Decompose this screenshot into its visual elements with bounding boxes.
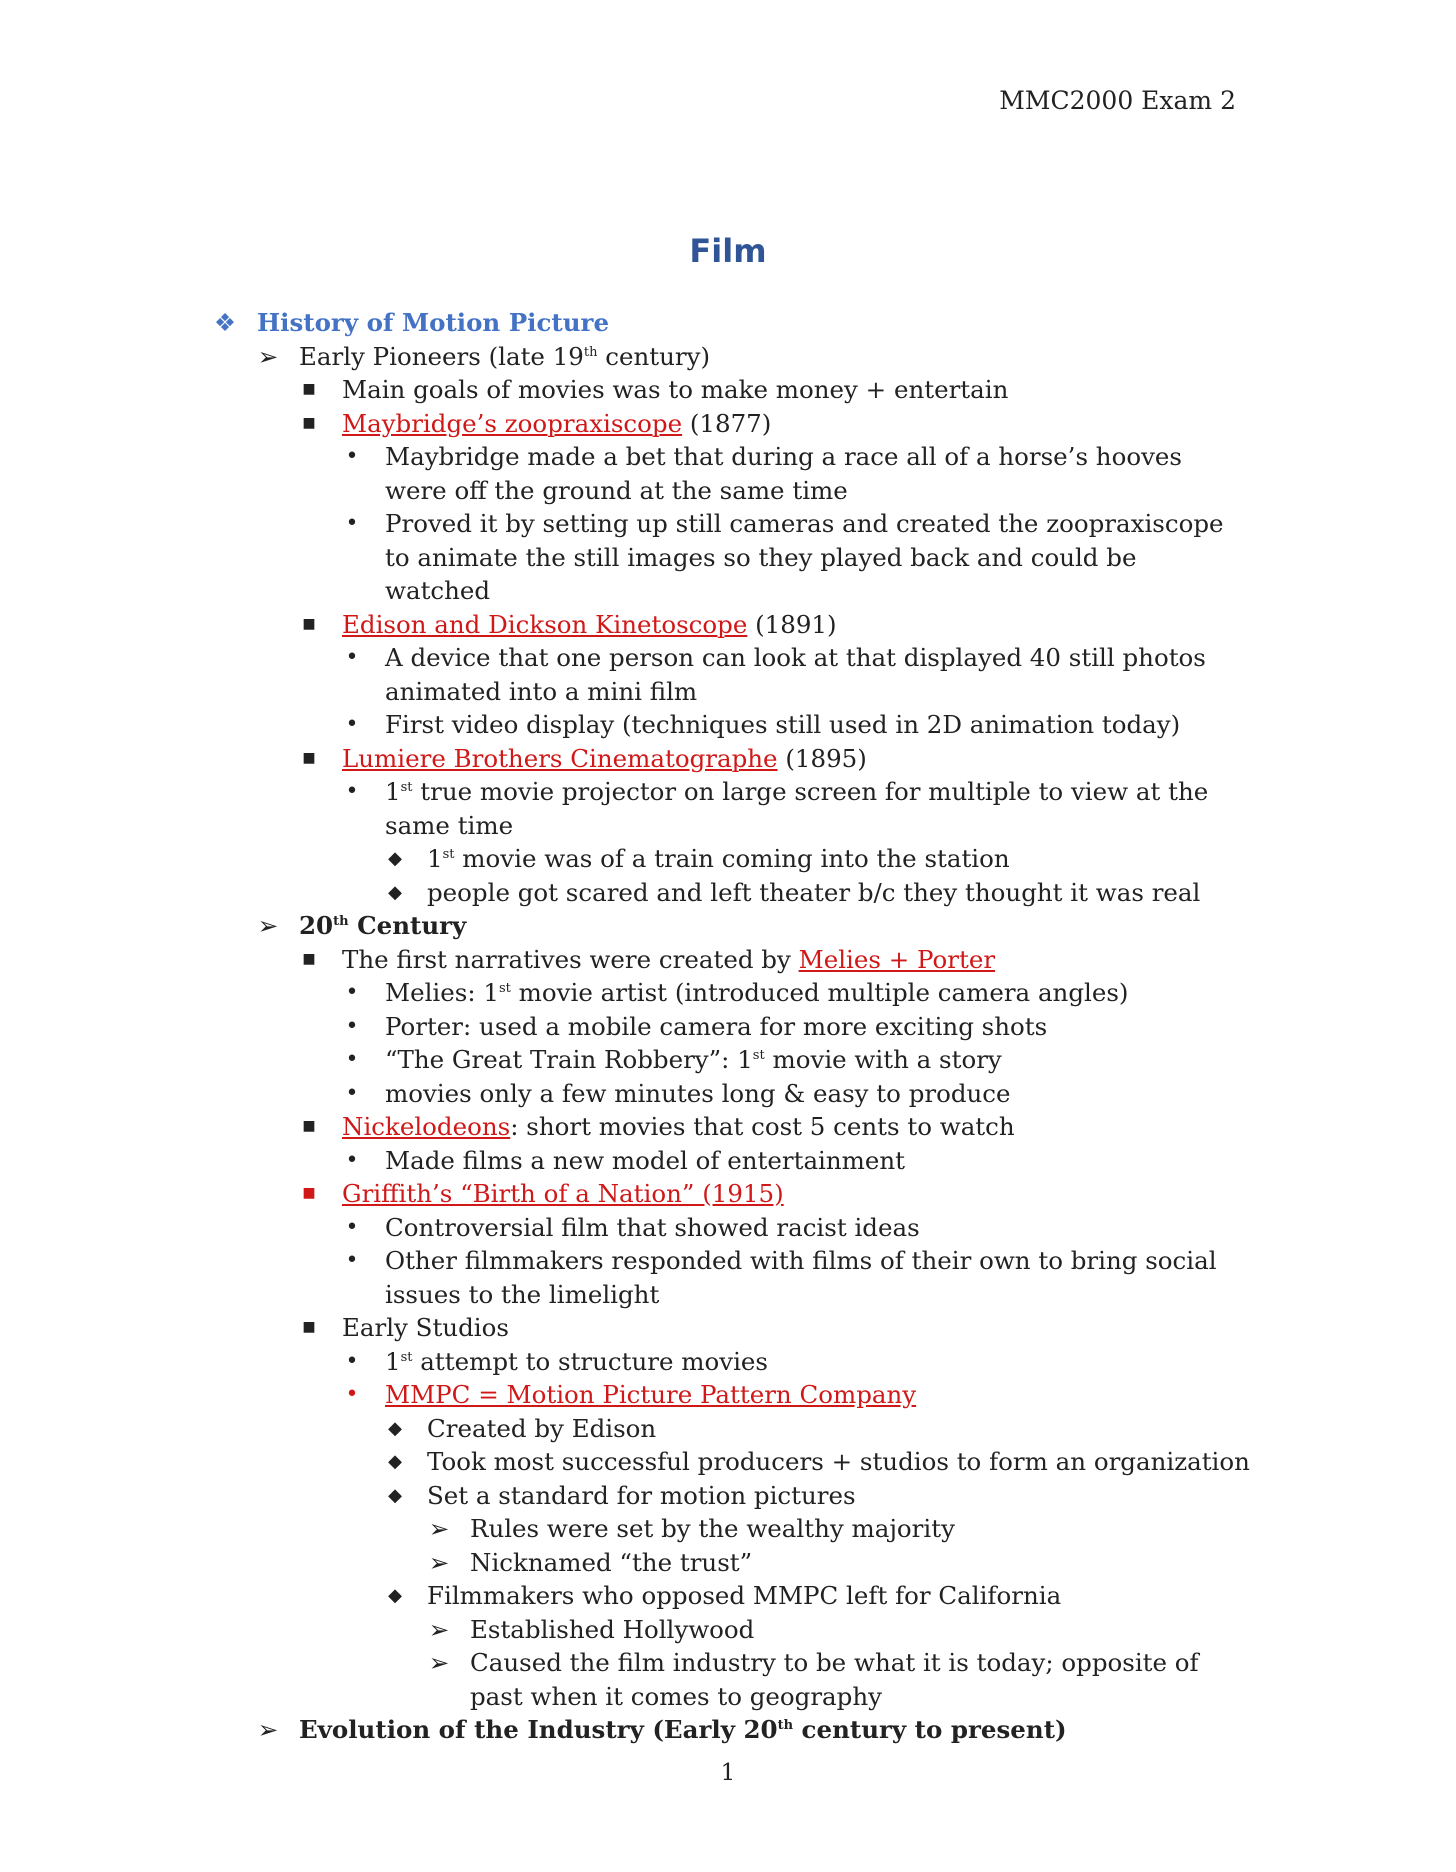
arrowhead-bullet-icon: ➢ [428, 1514, 450, 1543]
round-bullet-icon: • [345, 1348, 359, 1374]
outline-item-text: Set a standard for motion pictures [427, 1480, 856, 1510]
outline-item [0, 1010, 1456, 1044]
outline-item [0, 775, 1456, 842]
round-bullet-icon: • [345, 779, 359, 804]
outline-item [0, 842, 1456, 876]
round-bullet-icon: • [345, 645, 359, 670]
square-bullet-icon: ■ [302, 615, 316, 632]
outline-item-text: Rules were set by the wealthy majority [470, 1514, 955, 1543]
outline-item [0, 742, 1456, 776]
round-bullet-icon: • [345, 712, 359, 737]
outline-item-text: people got scared and left theater b/c they thought it was real [427, 877, 1201, 907]
outline-item-text: Edison and Dickson Kinetoscope (1891) [342, 609, 837, 639]
diamond-bullet-icon: ◆ [388, 1484, 402, 1506]
square-bullet-icon: ■ [302, 1185, 316, 1201]
outline-item-text: Evolution of the Industry (Early 20th century to present) [299, 1715, 1067, 1744]
outline-item-text: Griffith’s “Birth of a Nation” (1915) [342, 1179, 784, 1208]
outline-item [0, 909, 1456, 943]
outline-item [0, 373, 1456, 407]
outline-item [0, 1244, 1456, 1311]
round-bullet-icon: • [345, 511, 359, 536]
round-bullet-icon: • [345, 1080, 359, 1106]
outline-item [0, 641, 1456, 708]
outline-item-text: Main goals of movies was to make money + entertain [342, 375, 1009, 404]
outline-item-text: The first narratives were created by Melies + Porter [342, 944, 996, 974]
diamond-four-icon: ❖ [214, 308, 236, 337]
diamond-bullet-icon: ◆ [388, 1417, 402, 1439]
round-bullet-icon: • [345, 444, 359, 469]
outline-item-text: MMPC = Motion Picture Pattern Company [385, 1380, 917, 1409]
outline-item [0, 507, 1456, 608]
round-bullet-icon: • [345, 1147, 359, 1173]
outline-item [0, 708, 1456, 742]
outline-item-text: Created by Edison [427, 1413, 657, 1443]
outline-item-text: Filmmakers who opposed MMPC left for California [427, 1581, 1062, 1610]
outline-item-text: 20th Century [299, 911, 467, 940]
section-heading [0, 306, 1456, 340]
round-bullet-icon: • [345, 1047, 359, 1072]
square-bullet-icon: ■ [302, 414, 316, 431]
outline-item [0, 1077, 1456, 1111]
outline-item [0, 1579, 1456, 1613]
outline-item-text: Early Studios [342, 1313, 509, 1342]
notes-outline [0, 306, 1456, 1747]
round-bullet-icon: • [345, 1248, 359, 1273]
outline-item [0, 1713, 1456, 1747]
outline-item [0, 340, 1456, 374]
page-title: Film [689, 232, 767, 270]
round-bullet-icon: • [345, 1214, 359, 1240]
outline-item [0, 1445, 1456, 1479]
arrowhead-bullet-icon: ➢ [428, 1648, 450, 1677]
outline-item-text: A device that one person can look at that displayed 40 still photos animated into a mini film [385, 643, 1206, 706]
outline-item [0, 1378, 1456, 1412]
round-bullet-icon: • [345, 980, 359, 1005]
outline-item-text: Made films a new model of entertainment [385, 1145, 906, 1175]
outline-item [0, 1345, 1456, 1379]
outline-item-text: 1st attempt to structure movies [385, 1346, 769, 1376]
running-header: MMC2000 Exam 2 [999, 86, 1236, 115]
outline-item-text: 1st movie was of a train coming into the station [427, 844, 1010, 873]
arrowhead-bullet-icon: ➢ [257, 1715, 279, 1744]
outline-item-text: “The Great Train Robbery”: 1st movie with a story [385, 1045, 1002, 1074]
square-bullet-icon: ■ [302, 1118, 316, 1134]
outline-item-text: Controversial film that showed racist ideas [385, 1212, 920, 1242]
outline-item-text: History of Motion Picture [257, 308, 610, 337]
diamond-bullet-icon: ◆ [388, 1585, 402, 1606]
outline-item [0, 1311, 1456, 1345]
arrowhead-bullet-icon: ➢ [428, 1547, 450, 1577]
square-bullet-icon: ■ [302, 1319, 316, 1335]
outline-item-text: Lumiere Brothers Cinematographe (1895) [342, 743, 867, 773]
outline-item [0, 1412, 1456, 1446]
outline-item [0, 1646, 1456, 1713]
page-number: 1 [720, 1760, 736, 1786]
outline-item [0, 976, 1456, 1010]
round-bullet-icon: • [345, 1013, 359, 1039]
outline-item [0, 1144, 1456, 1178]
outline-item-text: Caused the film industry to be what it is today; opposite of past when it comes to geography [470, 1648, 1199, 1711]
outline-item-text: movies only a few minutes long & easy to produce [385, 1078, 1011, 1108]
outline-item [0, 876, 1456, 910]
diamond-bullet-icon: ◆ [388, 881, 402, 903]
outline-item [0, 407, 1456, 441]
square-bullet-icon: ■ [302, 749, 316, 766]
diamond-bullet-icon: ◆ [388, 1451, 402, 1472]
outline-item [0, 608, 1456, 642]
outline-item-text: Maybridge made a bet that during a race all of a horse’s hooves were off the ground at the same time [385, 442, 1183, 505]
arrowhead-bullet-icon: ➢ [428, 1614, 450, 1644]
outline-item-text: Took most successful producers + studios to form an organization [427, 1447, 1250, 1476]
outline-item [0, 1613, 1456, 1647]
outline-item [0, 1479, 1456, 1513]
arrowhead-bullet-icon: ➢ [257, 911, 279, 940]
outline-item-text: Porter: used a mobile camera for more exciting shots [385, 1011, 1048, 1041]
outline-item [0, 440, 1456, 507]
outline-item [0, 1110, 1456, 1144]
outline-item-text: Other filmmakers responded with films of their own to bring social issues to the limelight [385, 1246, 1217, 1309]
outline-item [0, 1512, 1456, 1546]
square-bullet-icon: ■ [302, 950, 316, 967]
arrowhead-bullet-icon: ➢ [257, 341, 279, 371]
outline-item-text: Proved it by setting up still cameras and created the zoopraxiscope to animate the still images so they played back and could be watched [385, 509, 1224, 605]
round-bullet-icon: • [345, 1382, 359, 1407]
outline-item-text: Maybridge’s zoopraxiscope (1877) [342, 408, 772, 438]
outline-item [0, 1043, 1456, 1077]
square-bullet-icon: ■ [302, 381, 316, 397]
outline-item-text: Melies: 1st movie artist (introduced multiple camera angles) [385, 978, 1129, 1007]
outline-item [0, 1177, 1456, 1211]
diamond-bullet-icon: ◆ [388, 848, 402, 869]
outline-item [0, 943, 1456, 977]
outline-item-text: Established Hollywood [470, 1614, 755, 1644]
outline-item-text: Nickelodeons: short movies that cost 5 cents to watch [342, 1112, 1015, 1141]
outline-item-text: 1st true movie projector on large screen for multiple to view at the same time [385, 777, 1209, 840]
outline-item [0, 1211, 1456, 1245]
outline-item-text: Nicknamed “the trust” [470, 1547, 753, 1577]
outline-item-text: Early Pioneers (late 19th century) [299, 341, 711, 371]
outline-item [0, 1546, 1456, 1580]
outline-item-text: First video display (techniques still used in 2D animation today) [385, 710, 1181, 739]
